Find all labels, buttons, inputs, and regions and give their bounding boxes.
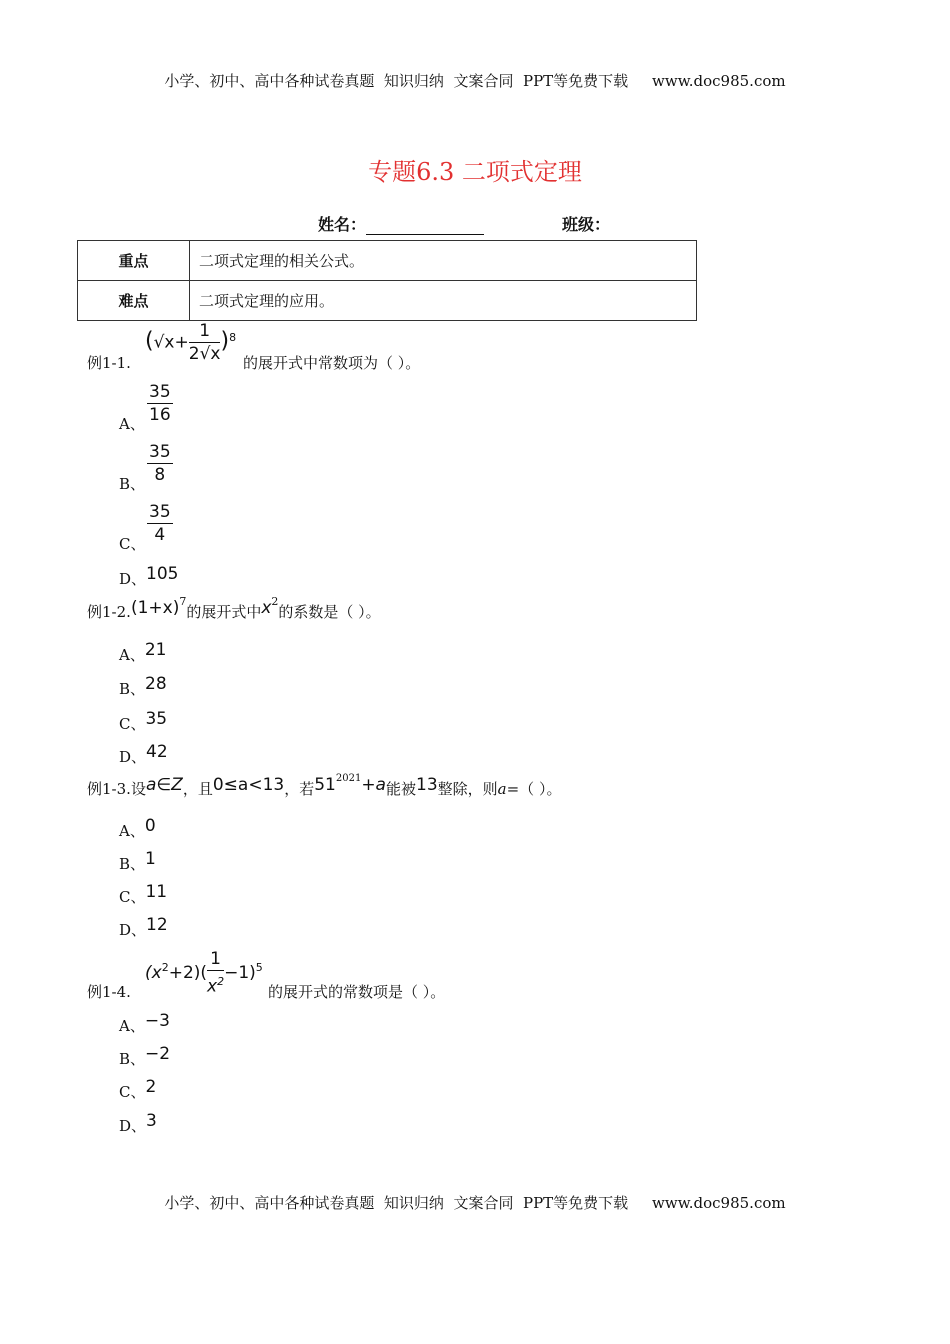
q3-stem: 例1-3.设a∈Z，且0≤a<13，若$51^{2021}+a$能被13整除，则a=（ ）。 [87, 773, 562, 798]
q4-text: 的展开式的常数项是（ ）。 [268, 983, 446, 1001]
q4-expression: $(x^2+2)$( $\frac{1}{x^2}$ −1)$^5$ [145, 949, 263, 997]
table-key: 重点 [78, 241, 190, 281]
table-value: 二项式定理的应用。 [190, 281, 697, 321]
q1-text: 的展开式中常数项为（ ）。 [243, 354, 421, 372]
page-header: 小学、初中、高中各种试卷真题 知识归纳 文案合同 PPT等免费下载 www.doc985.com [164, 72, 786, 90]
q2-stem: 例$1-2.(1+x)^7$的展开式中$x^2$的系数是（ ）。 [87, 595, 381, 621]
q4-option-a[interactable]: A、−3 [119, 1011, 170, 1035]
class-label: 班级： [562, 215, 611, 234]
q1-option-d[interactable]: D、105 [119, 564, 179, 588]
q1-fraction: $\frac{1}{2√x}$ [188, 321, 221, 364]
q2-option-d[interactable]: D、42 [119, 742, 168, 766]
table-value: 二项式定理的相关公式。 [190, 241, 697, 281]
q1-option-b-value[interactable]: $\frac{35}{8}$ [149, 442, 171, 485]
q3-option-b[interactable]: B、1 [119, 849, 156, 873]
q2-option-c[interactable]: C、35 [119, 709, 168, 733]
q2-expression: (1+x) [130, 598, 180, 618]
q1-sqrt: √x [153, 332, 175, 353]
q2-option-b[interactable]: B、28 [119, 674, 167, 698]
q4-option-c[interactable]: C、2 [119, 1077, 157, 1101]
name-blank[interactable] [366, 220, 484, 235]
table-key: 难点 [78, 281, 190, 321]
q1-label: 例1-1. [87, 354, 131, 372]
q1-expression: (√x+ $\frac{1}{2√x}$ )$^8$ [145, 321, 237, 364]
table-row [78, 281, 697, 321]
table-row [78, 241, 697, 281]
q3-option-c[interactable]: C、11 [119, 882, 168, 906]
q3-option-d[interactable]: D、12 [119, 915, 168, 939]
q2-option-a[interactable]: A、21 [119, 640, 167, 664]
page-footer: 小学、初中、高中各种试卷真题 知识归纳 文案合同 PPT等免费下载 www.doc985.com [164, 1194, 786, 1212]
q1-option-c-value[interactable]: $\frac{35}{4}$ [149, 502, 171, 545]
q1-option-a-value[interactable]: $\frac{35}{16}$ [149, 382, 171, 425]
q3-label: 例1-3. [87, 780, 131, 798]
q4-label: 例1-4. [87, 983, 131, 1001]
key-points-table [77, 240, 697, 321]
name-label: 姓名： [318, 215, 367, 234]
q4-option-d[interactable]: D、3 [119, 1111, 157, 1135]
q1-option-b-letter: B、 [119, 475, 146, 493]
q4-option-b[interactable]: B、−2 [119, 1044, 171, 1068]
q2-label: 例1-2. [87, 603, 131, 621]
q3-option-a[interactable]: A、0 [119, 816, 156, 840]
q1-option-c-letter: C、 [119, 535, 146, 553]
q1-option-a-letter: A、 [119, 415, 145, 433]
name-field [318, 212, 484, 235]
page-title: 专题6.3 二项式定理 [368, 158, 582, 186]
